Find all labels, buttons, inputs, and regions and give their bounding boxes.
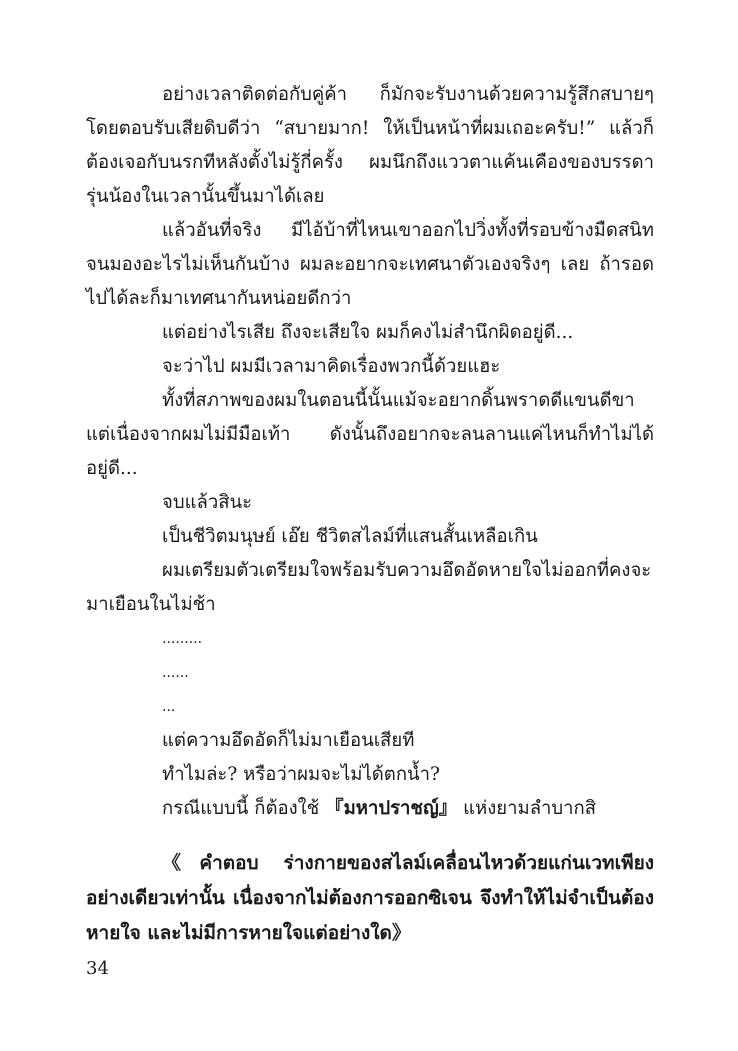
ellipsis-line-2: ...... (162, 665, 189, 681)
page-number: 34 (86, 958, 109, 979)
paragraph-2: แล้วอันที่จริง มีไอ้บ้าที่ไหนเขาออกไปวิ่งทั้งที่รอบข้างมืดสนิท จนมองอะไรไม่เห็นกันบ้าง ผมละอยากจะเทศนาตัวเองจริงๆ เลย ถ้ารอดไปได้ละก็มาเทศนากันหน่อยดีกว่า (86, 220, 654, 309)
skill-line-after: แห่งยามลำบากสิ (457, 798, 597, 819)
paragraph-7: เป็นชีวิตมนุษย์ เอ๊ย ชีวิตสไลม์ที่แสนสั้นเหลือเกิน (162, 526, 538, 547)
paragraph-skill (86, 792, 654, 826)
paragraph-6: จบแล้วสินะ (162, 492, 253, 513)
paragraph-3: แต่อย่างไรเสีย ถึงจะเสียใจ ผมก็คงไม่สำนึกผิดอยู่ดี... (162, 322, 574, 343)
paragraph-1: อย่างเวลาติดต่อกับคู่ค้า ก็มักจะรับงานด้วยความรู้สึกสบายๆ โดยตอบรับเสียดิบดีว่า “สบายมาก! ให้เป็นหน้าที่ผมเถอะครับ!” แล้วก็ต้องเจอกับนรกทีหลังตั้งไม่รู้กี่ครั้ง ผมนึกถึงแววตาแค้นเคืองของบรรดารุ่นน้องในเวลานั้นขึ้นมาได้เลย (86, 84, 654, 207)
paragraph-9: แต่ความอึดอัดก็ไม่มาเยือนเสียที (162, 730, 415, 751)
ellipsis-line-1: ......... (162, 631, 203, 647)
paragraph-8: ผมเตรียมตัวเตรียมใจพร้อมรับความอึดอัดหายใจไม่ออกที่คงจะมาเยือนในไม่ช้า (86, 560, 652, 615)
paragraph-4: จะว่าไป ผมมีเวลามาคิดเรื่องพวกนี้ด้วยแฮะ (162, 356, 501, 377)
paragraph-10: ทำไมล่ะ? หรือว่าผมจะไม่ได้ตกน้ำ? (162, 764, 440, 785)
page-body (86, 78, 654, 951)
ellipsis-line-3: ... (162, 699, 176, 715)
skill-name: 『มหาปราชญ์』 (325, 798, 458, 819)
system-message (86, 846, 654, 951)
skill-line-before: กรณีแบบนี้ ก็ต้องใช้ (162, 798, 326, 819)
paragraph-5: ทั้งที่สภาพของผมในตอนนี้นั้นแม้จะอยากดิ้นพราดดีแขนดีขา แต่เนื่องจากผมไม่มีมือเท้า ดังนั้นถึงอยากจะลนลานแค่ไหนก็ทำไม่ได้อยู่ดี... (86, 390, 654, 479)
system-message-text: 《คำตอบ ร่างกายของสไลม์เคลื่อนไหวด้วยแก่นเวทเพียงอย่างเดียวเท่านั้น เนื่องจากไม่ต้องการออกซิเจน จึงทำให้ไม่จำเป็นต้องหายใจ และไม่มีการหายใจแต่อย่างใด》 (86, 852, 654, 944)
